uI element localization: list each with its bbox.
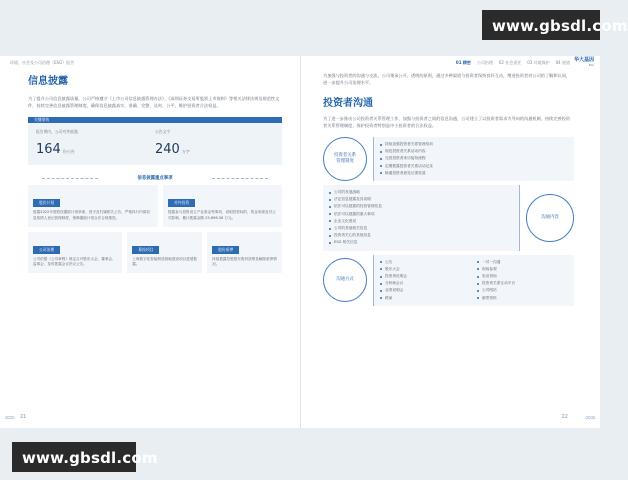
diagram-content	[323, 185, 574, 251]
card-equity-plan	[28, 185, 158, 227]
running-tab: 03 环境保护	[527, 60, 550, 65]
kpi-value: 240	[155, 142, 180, 157]
list-item: 现场参观	[477, 266, 568, 273]
list-item: 投资者说明会	[380, 273, 471, 280]
card-governance	[28, 232, 122, 274]
kpi-words	[155, 129, 274, 157]
list-item: 依法可以披露的重大事项	[329, 211, 513, 218]
list-item: ESG 相关信息	[329, 239, 513, 246]
diagram-list	[323, 185, 520, 251]
intro-paragraph: 为了提升公司信息披露质量，公司严格遵守《上市公司信息披露管理办法》、《深圳证券交易所股票上市规则》等相关法律法规及规范性文件，持续完善信息披露管理制度，确保信息披露真实、准确、完整、及时、公平，维护投资者合法权益。	[28, 96, 280, 108]
running-tab: 04 展望	[555, 60, 570, 65]
diagram-list	[373, 255, 574, 306]
list-item: 分析师会议	[380, 280, 471, 287]
list-item: 股东大会	[380, 266, 471, 273]
card-text: 公司依据《公司章程》规定召开股东大会、董事会、监事会，及时披露会议决议公告。	[33, 256, 116, 267]
page-number: 21	[20, 414, 27, 420]
running-tabs	[456, 60, 570, 66]
right-intro-paragraph: 为加强与投资者的沟通与交流，公司秉承公开、透明的原则，通过多种渠道与投资者保持良好互动，增进投资者对公司的了解和认同，进一步提升公司治理水平。	[323, 73, 571, 85]
diagram-list	[373, 137, 574, 181]
diagram-channels	[323, 255, 574, 306]
helix-ornament-icon: ∞∞	[584, 413, 594, 422]
list-item: 业绩说明会	[380, 287, 471, 294]
list-item: 电话咨询	[477, 273, 568, 280]
card-tag: 公司治理	[33, 246, 60, 254]
diagram-node: 投资者关系 管理制度	[323, 137, 367, 181]
right-page	[300, 56, 600, 428]
kpi-unit: 份公告	[62, 149, 75, 154]
document-spread	[0, 56, 600, 428]
kpi-box	[28, 117, 282, 165]
card-text: 披露2022年度股权激励计划草案、授予及归属相关公告，严格执行内幕信息知情人登记管理制度，保障激励计划合法合规推进。	[33, 210, 150, 220]
list-item: 依法可以披露的经营管理信息	[329, 203, 513, 210]
kpi-label: 报告期内，公司对外披露	[36, 129, 78, 134]
running-tab: 02 社会责任	[498, 60, 522, 65]
list-item: 投资者关心的其他信息	[329, 232, 513, 239]
list-item: 投资者关系互动平台	[477, 280, 568, 287]
list-item: 完善投资者来访接待流程	[380, 155, 568, 162]
list-item: 公司的其他相关信息	[329, 225, 513, 232]
watermark-top: www.gbsdl.com	[482, 10, 600, 40]
card-text: 持续披露控股股东股份质押及解除质押情况。	[212, 256, 277, 267]
diagram-ir-management	[323, 137, 574, 181]
card-tag: 股份计划	[33, 199, 60, 207]
card-tag: 对外投资	[168, 199, 195, 207]
disclosure-focus-title: 信息披露重点事项	[28, 175, 282, 181]
list-item: 邮寄资料	[477, 295, 568, 302]
left-page	[0, 56, 300, 428]
list-item: 公司网站	[477, 287, 568, 294]
running-tab-active: 01 精密	[455, 60, 471, 65]
card-pledge	[207, 232, 282, 274]
list-item: 定期披露投资者关系活动记录	[380, 163, 568, 170]
list-item: 持续加强投资者关系管理培训	[380, 141, 568, 148]
company-logo	[574, 58, 594, 68]
list-item: 公司的发展战略	[329, 189, 513, 196]
investor-paragraph: 为了进一步推动公司投资者关系管理工作，加强与投资者之间的信息沟通，公司建立了以投资者需求为导向的沟通机制，持续完善投资者关系管理制度，保护投资者特别是中小投资者的合法权益。	[323, 116, 571, 128]
kpi-header: 关键绩效	[34, 117, 50, 122]
list-item: 路演	[380, 295, 471, 302]
logo-text: 华大基因	[573, 57, 594, 63]
card-tag: 股份质押	[212, 246, 239, 254]
list-item: 畅通投资者意见反馈渠道	[380, 170, 568, 177]
running-head: 环境、社会及公司治理（ESG）报告	[10, 60, 75, 65]
logo-sub: BGI	[588, 63, 594, 67]
list-item: 规范投资者关系活动内容	[380, 148, 568, 155]
list-item: 一对一沟通	[477, 259, 568, 266]
card-text: 上海数字化智能制造基地建设项目进展披露。	[132, 256, 197, 267]
page-number: 22	[561, 414, 568, 420]
list-item: 法定信息披露及其说明	[329, 196, 513, 203]
card-text: 披露参与投资设立产业基金等事项，说明投资标的、资金来源及对公司影响，累计披露金额 25,698.56 万元。	[167, 210, 276, 220]
helix-ornament-icon: ∞∞	[4, 413, 14, 422]
watermark-bottom: www.gbsdl.com	[12, 442, 136, 472]
kpi-label: 公告文字	[155, 129, 171, 134]
kpi-announcements	[36, 129, 155, 157]
card-investment	[163, 185, 282, 227]
running-tab: 公司治理	[476, 60, 493, 65]
list-item: 企业文化建设	[329, 218, 513, 225]
card-tag: 募投项目	[132, 246, 159, 254]
card-fundraising	[127, 232, 202, 274]
kpi-value: 164	[36, 142, 61, 157]
diagram-node: 沟通内容	[526, 194, 574, 242]
kpi-unit: 万字	[181, 149, 190, 154]
section-title-investor-communication: 投资者沟通	[323, 98, 373, 109]
diagram-node: 沟通方式	[323, 258, 367, 302]
section-title-disclosure: 信息披露	[28, 76, 68, 87]
list-item: 公告	[380, 259, 471, 266]
